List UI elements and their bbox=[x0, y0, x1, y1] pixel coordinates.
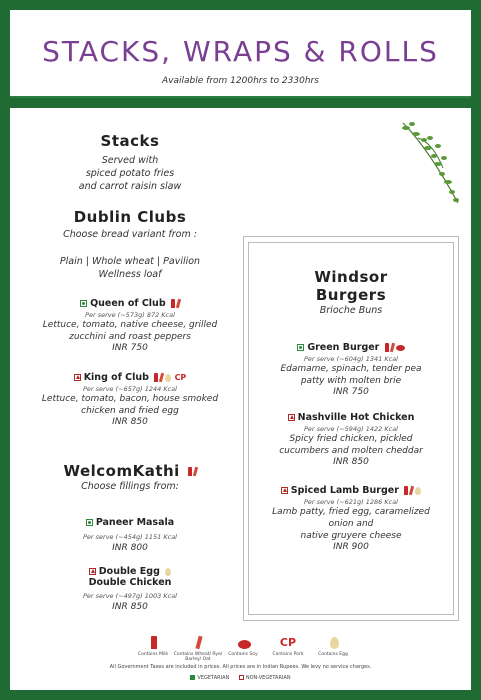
windsor-heading-1: Windsor bbox=[314, 268, 388, 286]
kathi-heading: WelcomKathi bbox=[63, 462, 180, 480]
header-divider bbox=[10, 96, 471, 108]
item-desc-1: Edamame, spinach, tender pea bbox=[280, 364, 422, 374]
wheat-icon bbox=[390, 343, 395, 352]
milk-icon bbox=[151, 636, 157, 649]
veg-icon bbox=[297, 344, 304, 351]
item-desc-1: Lettuce, tomato, bacon, house smoked bbox=[41, 394, 219, 404]
dublin-section bbox=[25, 208, 235, 281]
spiced-lamb-burger bbox=[248, 485, 454, 552]
wheat-icon bbox=[195, 636, 202, 650]
item-desc-3: native gruyere cheese bbox=[300, 531, 402, 541]
non-veg-label: NON-VEGETARIAN bbox=[245, 675, 291, 681]
header-band bbox=[10, 10, 471, 93]
item-name: King of Club bbox=[83, 372, 149, 383]
item-meta: Per serve (~621g) 1286 Kcal bbox=[304, 498, 398, 506]
windsor-heading-2: Burgers bbox=[315, 286, 387, 304]
item-desc-2: chicken and fried egg bbox=[81, 406, 179, 416]
legend-label: Contains Soy bbox=[228, 652, 258, 657]
milk-icon bbox=[154, 373, 158, 382]
item-name: Paneer Masala bbox=[95, 517, 175, 528]
kathi-choose: Choose fillings from: bbox=[81, 481, 179, 492]
veg-icon bbox=[80, 300, 87, 307]
item-price: INR 900 bbox=[333, 542, 369, 552]
windsor-sub: Brioche Buns bbox=[319, 305, 383, 316]
item-desc-2: zucchini and roast peppers bbox=[69, 332, 191, 342]
legend-label: Contains Wheat/ Rye/ Barley/ Oat bbox=[173, 652, 223, 662]
item-name-2: Double Chicken bbox=[88, 577, 172, 588]
wheat-icon bbox=[176, 299, 181, 308]
dublin-variants-1: Plain | Whole wheat | Pavilion bbox=[59, 256, 201, 267]
green-burger bbox=[248, 342, 454, 397]
non-veg-square-icon bbox=[239, 675, 244, 680]
nashville-hot-chicken bbox=[248, 412, 454, 467]
dublin-choose: Choose bread variant from : bbox=[63, 229, 197, 240]
item-desc-1: Lamb patty, fried egg, caramelized bbox=[272, 507, 430, 517]
stacks-desc-2: spiced potato fries bbox=[85, 168, 175, 179]
item-name: Green Burger bbox=[307, 342, 380, 353]
windsor-section bbox=[248, 268, 454, 317]
availability-text: Available from 1200hrs to 2330hrs bbox=[162, 76, 319, 86]
item-desc-1: Lettuce, tomato, native cheese, grilled bbox=[42, 320, 218, 330]
non-veg-icon bbox=[89, 568, 96, 575]
non-veg-icon bbox=[281, 487, 288, 494]
menu-page bbox=[10, 10, 471, 690]
egg-icon bbox=[165, 374, 171, 382]
veg-nonveg-key bbox=[10, 675, 471, 681]
king-of-club bbox=[25, 372, 235, 427]
item-desc-1: Spicy fried chicken, pickled bbox=[289, 434, 413, 444]
paneer-masala bbox=[25, 517, 235, 553]
queen-of-club bbox=[25, 298, 235, 353]
item-desc-2: onion and bbox=[328, 519, 374, 529]
dublin-heading: Dublin Clubs bbox=[73, 208, 187, 226]
soy-icon bbox=[238, 640, 251, 649]
item-desc-2: patty with molten brie bbox=[300, 376, 402, 386]
item-price: INR 750 bbox=[112, 343, 148, 353]
item-meta: Per serve (~594g) 1422 Kcal bbox=[304, 425, 398, 433]
kathi-section bbox=[25, 462, 235, 493]
legend-egg bbox=[308, 635, 358, 657]
egg-icon bbox=[330, 637, 339, 649]
item-name: Spiced Lamb Burger bbox=[290, 485, 399, 496]
stacks-section bbox=[30, 132, 230, 193]
taxes-note: All Government Taxes are included in prices. All prices are in Indian Rupees. We levy no service charges. bbox=[109, 664, 372, 670]
item-meta: Per serve (~573g) 872 Kcal bbox=[85, 311, 175, 319]
stacks-desc-1: Served with bbox=[101, 155, 159, 166]
non-veg-icon bbox=[288, 414, 295, 421]
item-desc-2: cucumbers and molten cheddar bbox=[279, 446, 423, 456]
legend-label: Contains Egg bbox=[318, 652, 348, 657]
wheat-icon bbox=[409, 486, 414, 495]
pork-icon: CP bbox=[174, 373, 187, 382]
wheat-icon bbox=[159, 373, 164, 382]
dublin-variants-2: Wellness loaf bbox=[98, 269, 162, 280]
wheat-icon bbox=[192, 467, 197, 476]
item-meta: Per serve (~604g) 1341 Kcal bbox=[304, 355, 398, 363]
egg-icon bbox=[415, 487, 421, 495]
legend-milk bbox=[128, 635, 178, 657]
legend-wheat bbox=[173, 635, 223, 662]
item-meta: Per serve (~657g) 1244 Kcal bbox=[83, 385, 177, 393]
item-price: INR 850 bbox=[333, 457, 369, 467]
item-meta: Per serve (~497g) 1003 Kcal bbox=[83, 592, 177, 600]
egg-icon bbox=[165, 568, 171, 576]
menu-title: STACKS, WRAPS & ROLLS bbox=[42, 35, 439, 68]
milk-icon bbox=[171, 299, 175, 308]
stacks-desc-3: and carrot raisin slaw bbox=[78, 181, 182, 192]
soy-icon bbox=[396, 345, 405, 351]
legend-label: Contains Pork bbox=[272, 652, 304, 657]
pork-icon: CP bbox=[279, 636, 297, 649]
veg-icon bbox=[86, 519, 93, 526]
legend-pork bbox=[263, 635, 313, 657]
item-name: Queen of Club bbox=[90, 298, 166, 309]
item-price: INR 750 bbox=[333, 387, 369, 397]
non-veg-icon bbox=[74, 374, 81, 381]
milk-icon bbox=[404, 486, 408, 495]
item-price: INR 850 bbox=[112, 602, 148, 612]
milk-icon bbox=[385, 343, 389, 352]
item-name: Nashville Hot Chicken bbox=[297, 412, 415, 423]
item-meta: Per serve (~454g) 1151 Kcal bbox=[83, 533, 177, 541]
veg-label: VEGETARIAN bbox=[197, 675, 230, 681]
item-name-1: Double Egg bbox=[98, 566, 160, 577]
legend-label: Contains Milk bbox=[137, 652, 169, 657]
item-price: INR 800 bbox=[112, 543, 148, 553]
stacks-heading: Stacks bbox=[100, 132, 160, 150]
item-price: INR 850 bbox=[112, 417, 148, 427]
double-egg-chicken bbox=[25, 566, 235, 612]
veg-square-icon bbox=[190, 675, 195, 680]
herb-sprig-icon bbox=[398, 118, 468, 208]
legend-soy bbox=[218, 635, 268, 657]
milk-icon bbox=[188, 467, 192, 476]
